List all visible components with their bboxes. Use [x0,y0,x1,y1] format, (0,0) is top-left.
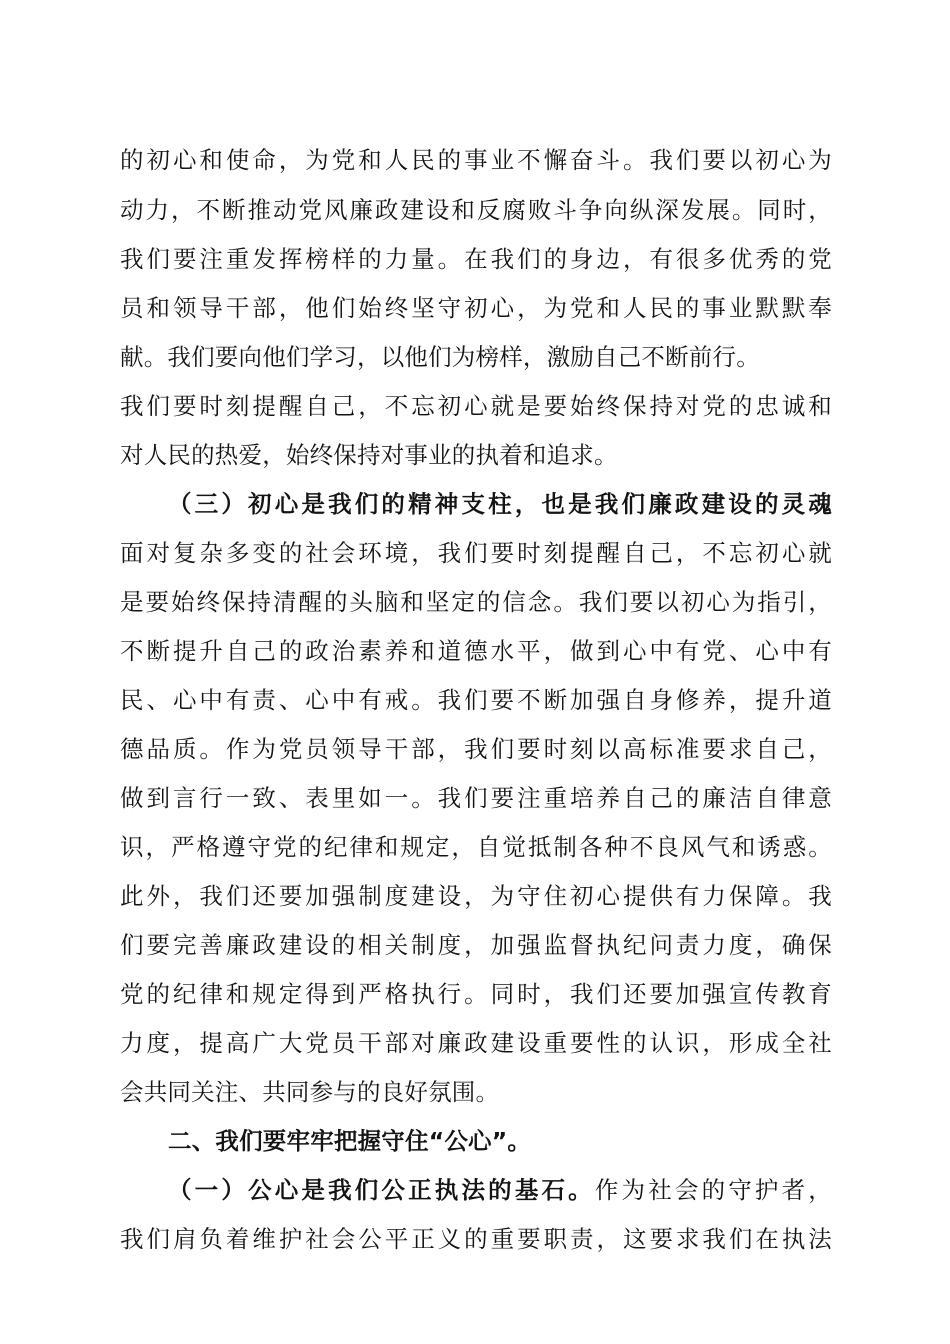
text-line: 此外，我们还要加强制度建设，为守住初心提供有力保障。我 [120,882,832,910]
text-line: 德品质。作为党员领导干部，我们要时刻以高标准要求自己， [120,735,832,763]
text-line: 力度，提高广大党员干部对廉政建设重要性的认识，形成全社 [120,1029,832,1057]
text-line: 做到言行一致、表里如一。我们要注重培养自己的廉洁自律意 [120,784,832,812]
subheading-bold-text: （一）公心是我们公正执法的基石。 [168,1176,595,1204]
text-line: 不断提升自己的政治素养和道德水平，做到心中有党、心中有 [120,637,832,665]
text-line: 献。我们要向他们学习，以他们为榜样，激励自己不断前行。 [120,343,760,371]
text-line: 党的纪律和规定得到严格执行。同时，我们还要加强宣传教育 [120,980,832,1008]
text-line: 面对复杂多变的社会环境，我们要时刻提醒自己，不忘初心就 [120,539,832,567]
text-line: 动力，不断推动党风廉政建设和反腐败斗争向纵深发展。同时， [120,196,832,224]
text-line: 对人民的热爱，始终保持对事业的执着和追求。 [120,441,618,469]
text-line: 识，严格遵守党的纪律和规定，自觉抵制各种不良风气和诱惑。 [120,833,832,861]
text-line: 民、心中有责、心中有戒。我们要不断加强自身修养，提升道 [120,686,832,714]
text-line: 员和领导干部，他们始终坚守初心，为党和人民的事业默默奉 [120,294,832,322]
text-line: 的初心和使命，为党和人民的事业不懈奋斗。我们要以初心为 [120,146,832,174]
text-line: 我们要注重发挥榜样的力量。在我们的身边，有很多优秀的党 [120,245,832,273]
text-line: 是要始终保持清醒的头脑和坚定的信念。我们要以初心为指引， [120,588,832,616]
text-line: 们要完善廉政建设的相关制度，加强监督执纪问责力度，确保 [120,931,832,959]
subheading-line: （三）初心是我们的精神支柱，也是我们廉政建设的灵魂 [168,490,832,518]
section-heading: 二、我们要牢牢把握守住“公心”。 [168,1127,532,1155]
text-line: 我们肩负着维护社会公平正义的重要职责，这要求我们在执法 [120,1225,832,1253]
subheading-line [168,1166,832,1214]
subheading-rest-text: 作为社会的守护者， [594,1176,832,1204]
text-line: 我们要时刻提醒自己，不忘初心就是要始终保持对党的忠诚和 [120,392,832,420]
text-line: 会共同关注、共同参与的良好氛围。 [120,1078,500,1106]
